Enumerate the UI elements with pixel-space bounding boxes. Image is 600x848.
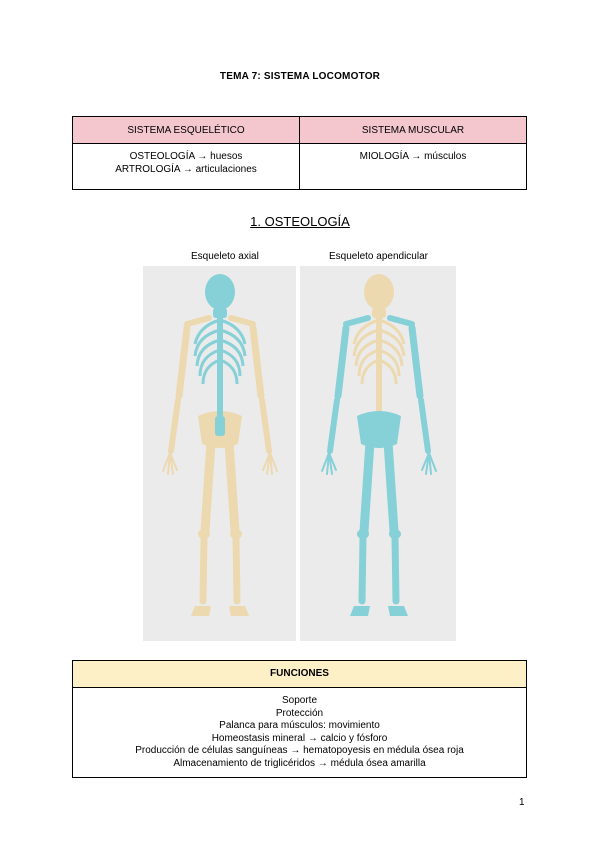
axial-skeleton-illustration	[143, 266, 296, 641]
function-item: Palanca para músculos: movimiento	[219, 720, 380, 732]
function-item: Homeostasis mineral → calcio y fósforo	[211, 732, 388, 744]
arthrology-line: ARTROLOGÍA → articulaciones	[115, 164, 257, 175]
axial-skeleton-figure	[143, 266, 296, 641]
skeletal-system-header: SISTEMA ESQUELÉTICO	[73, 117, 300, 144]
functions-header: FUNCIONES	[73, 661, 526, 688]
muscular-system-header: SISTEMA MUSCULAR	[300, 117, 527, 144]
appendicular-skeleton-illustration	[300, 266, 456, 641]
systems-table	[72, 116, 527, 190]
page-number: 1	[519, 797, 525, 808]
skeletal-system-cell	[73, 144, 300, 190]
axial-skeleton-caption: Esqueleto axial	[191, 251, 259, 262]
function-item: Soporte	[281, 695, 318, 706]
function-item: Almacenamiento de triglicéridos → médula ósea amarilla	[173, 757, 426, 769]
functions-list	[73, 688, 526, 777]
section-title: 1. OSTEOLOGÍA	[250, 214, 350, 229]
appendicular-skeleton-caption: Esqueleto apendicular	[329, 251, 428, 262]
functions-box	[72, 660, 527, 778]
document-title: TEMA 7: SISTEMA LOCOMOTOR	[219, 71, 381, 82]
function-item: Protección	[275, 707, 324, 719]
muscular-system-cell	[300, 144, 527, 190]
myology-line: MIOLOGÍA → músculos	[359, 151, 467, 162]
osteology-line: OSTEOLOGÍA → huesos	[129, 151, 243, 162]
function-item: Producción de células sanguíneas → hematopoyesis en médula ósea roja	[135, 745, 464, 757]
appendicular-skeleton-figure	[300, 266, 456, 641]
